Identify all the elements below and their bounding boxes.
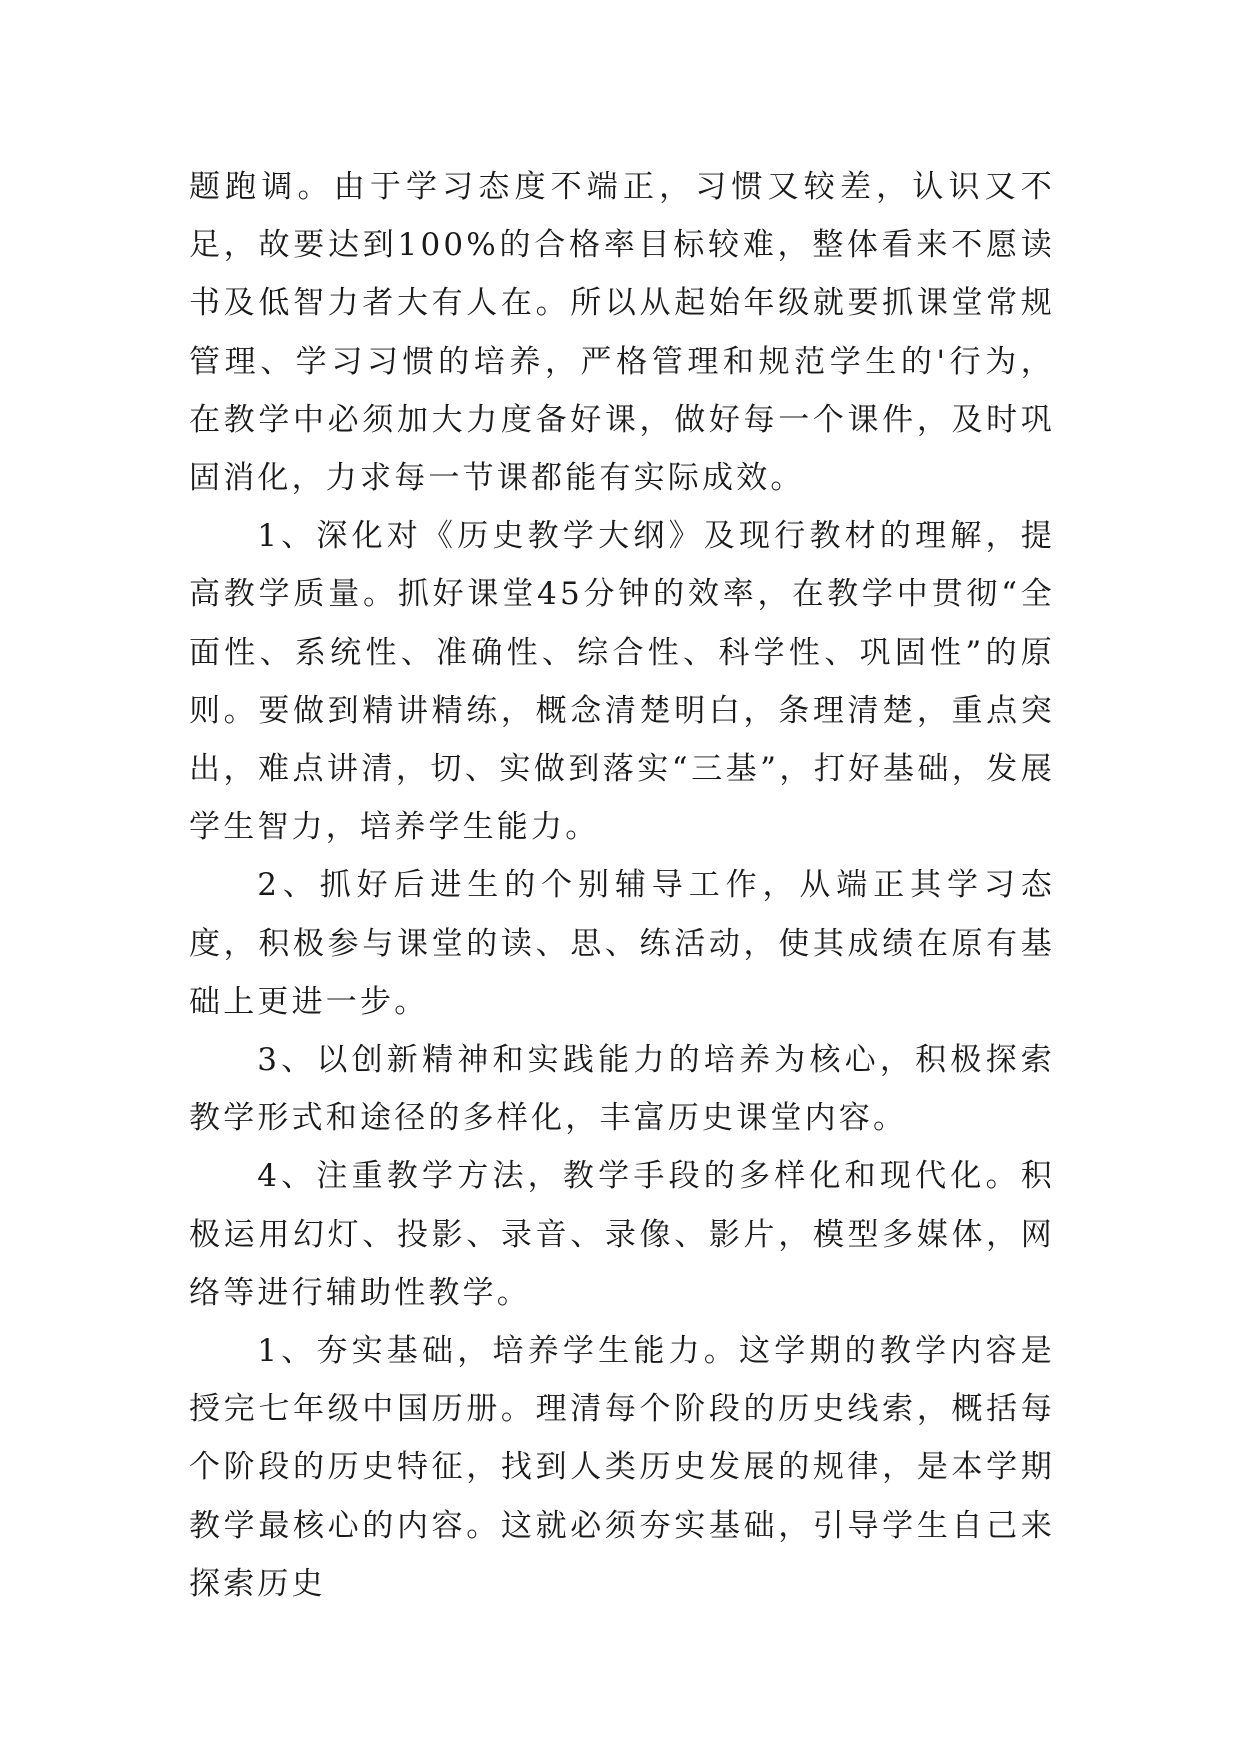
paragraph-item-1: 1、深化对《历史教学大纲》及现行教材的理解，提高教学质量。抓好课堂45分钟的效率，在教学中贯彻“全面性、系统性、准确性、综合性、科学性、巩固性”的原则。要做到精讲精练，概念清楚明白，条理清楚，重点突出，难点讲清，切、实做到落实“三基”，打好基础，发展学生智力，培养学生能力。 bbox=[189, 518, 1055, 846]
document-body bbox=[189, 158, 1055, 1613]
paragraph-item-2: 2、抓好后进生的个别辅导工作，从端正其学习态度，积极参与课堂的读、思、练活动，使其成绩在原有基础上更进一步。 bbox=[189, 867, 1055, 1020]
paragraph-item-1-second-list: 1、夯实基础，培养学生能力。这学期的教学内容是授完七年级中国历册。理清每个阶段的历史线索，概括每个阶段的历史特征，找到人类历史发展的规律，是本学期教学最核心的内容。这就必须夯实基础，引导学生自己来探索历史 bbox=[189, 1333, 1055, 1602]
paragraph-continuation: 题跑调。由于学习态度不端正，习惯又较差，认识又不足，故要达到100%的合格率目标较难，整体看来不愿读书及低智力者大有人在。所以从起始年级就要抓课堂常规管理、学习习惯的培养，严格管理和规范学生的'行为，在教学中必须加大力度备好课，做好每一个课件，及时巩固消化，力求每一节课都能有实际成效。 bbox=[189, 169, 1055, 497]
paragraph-item-3: 3、以创新精神和实践能力的培养为核心，积极探索教学形式和途径的多样化，丰富历史课堂内容。 bbox=[189, 1042, 1055, 1137]
paragraph-item-4: 4、注重教学方法，教学手段的多样化和现代化。积极运用幻灯、投影、录音、录像、影片，模型多媒体，网络等进行辅助性教学。 bbox=[189, 1158, 1055, 1311]
